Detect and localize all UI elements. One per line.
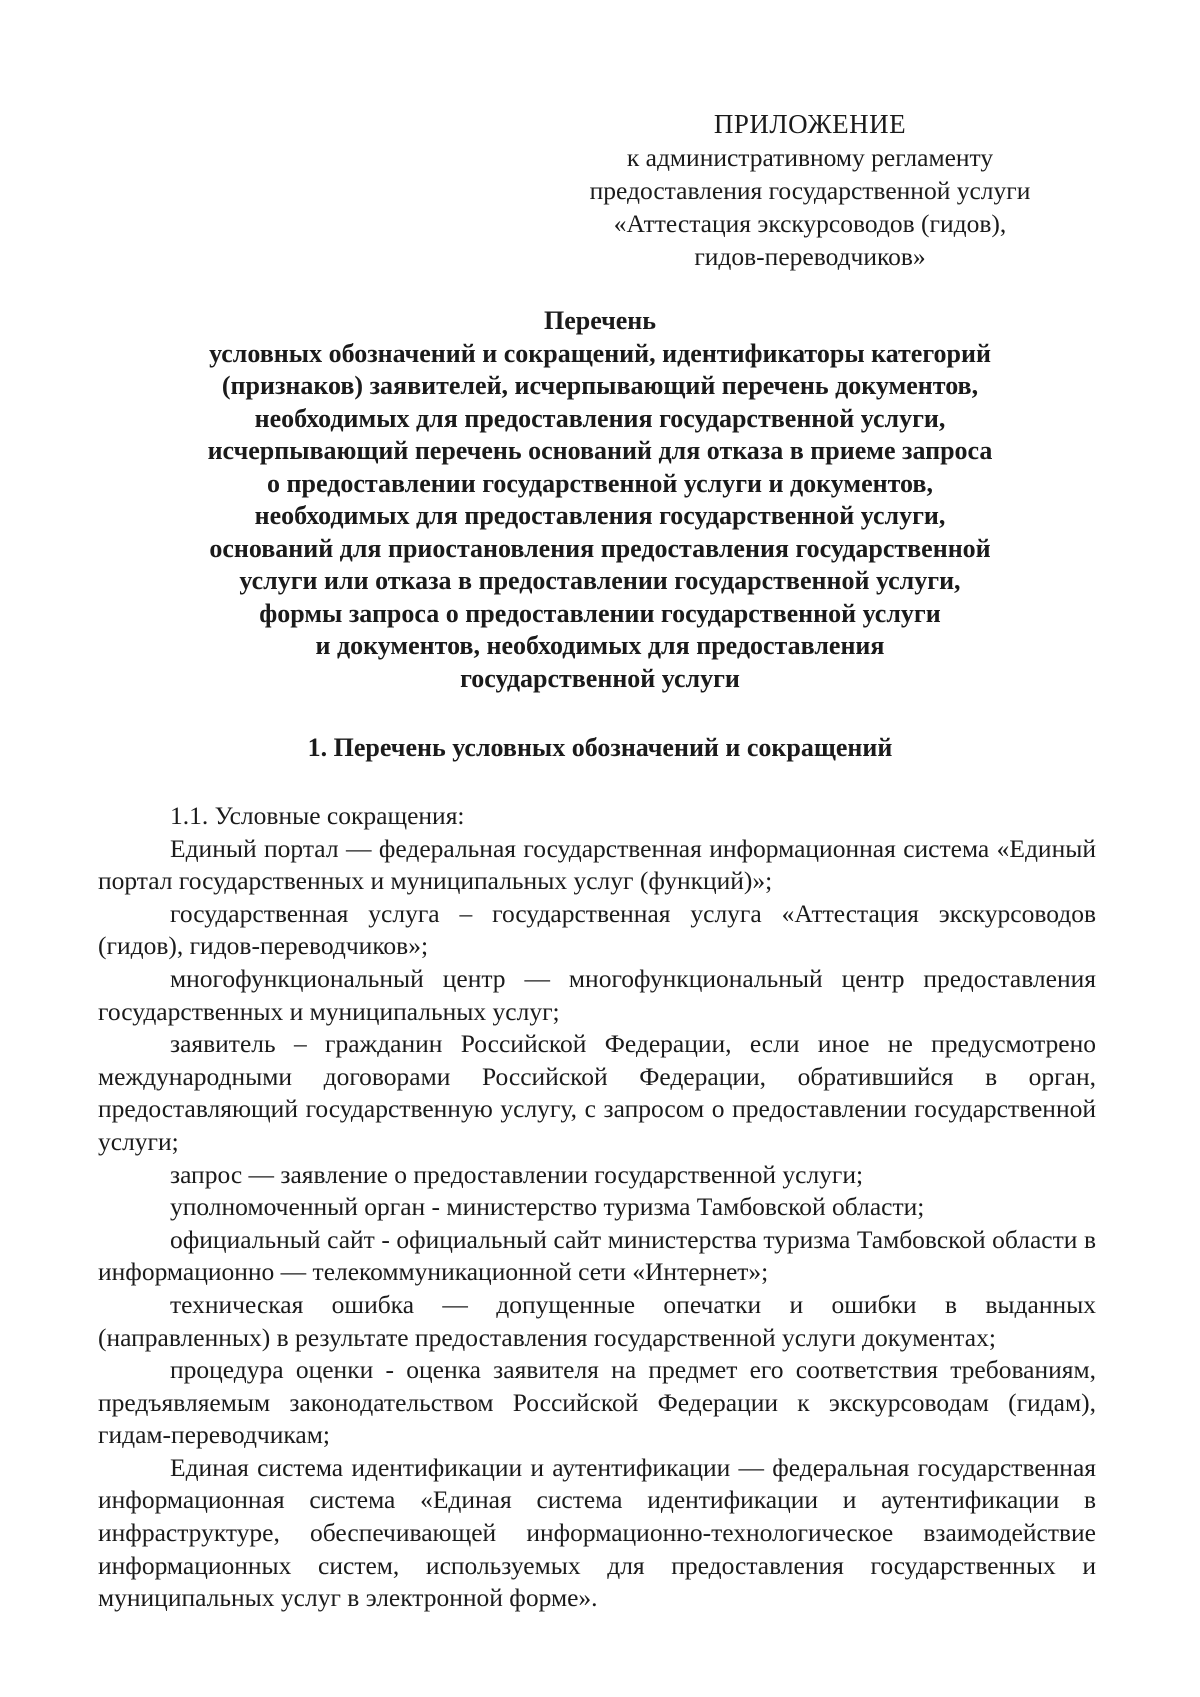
paragraph: процедура оценки - оценка заявителя на предмет его соответствия требованиям, предъявляемым законодательством Российской Федерации к экскурсоводам (гидам), гидам-переводчикам; xyxy=(98,1355,1096,1450)
document-title xyxy=(100,305,1100,695)
appendix-line: предоставления государственной услуги xyxy=(589,176,1031,205)
title-line: необходимых для предоставления государственной услуги, xyxy=(254,403,946,433)
title-line: исчерпывающий перечень оснований для отказа в приеме запроса xyxy=(207,436,993,465)
title-line: формы запроса о предоставлении государственной услуги xyxy=(259,598,941,628)
appendix-block xyxy=(560,108,1060,273)
title-line: (признаков) заявителей, исчерпывающий перечень документов, xyxy=(221,371,979,400)
paragraph: 1.1. Условные сокращения: xyxy=(170,801,465,830)
paragraph: Единая система идентификации и аутентификации — федеральная государственная информационная система «Единая система идентификации и аутентификации в инфраструктуре, обеспечивающей информационно-технологическое взаимодействие информационных систем, используемых для предоставления государственных и муниципальных услуг в электронной форме». xyxy=(98,1452,1096,1613)
section-heading: 1. Перечень условных обозначений и сокращений xyxy=(307,733,893,762)
appendix-line: к административному регламенту xyxy=(626,143,994,172)
title-line: условных обозначений и сокращений, идентификаторы категорий xyxy=(209,338,991,368)
document-body xyxy=(98,800,1096,1615)
title-line: Перечень xyxy=(543,306,657,335)
title-line: государственной услуги xyxy=(460,663,740,693)
title-line: оснований для приостановления предоставления государственной xyxy=(209,533,991,563)
title-line: и документов, необходимых для предоставления xyxy=(315,631,885,660)
title-line: необходимых для предоставления государственной услуги, xyxy=(254,501,946,530)
paragraph: заявитель – гражданин Российской Федерации, если иное не предусмотрено международными договорами Российской Федерации, обратившийся в орган, предоставляющий государственную услугу, с запросом о предоставлении государственной услуги; xyxy=(98,1029,1096,1156)
appendix-line: гидов-переводчиков» xyxy=(694,242,926,271)
paragraph: многофункциональный центр — многофункциональный центр предоставления государственных и муниципальных услуг; xyxy=(98,963,1096,1026)
paragraph: официальный сайт - официальный сайт министерства туризма Тамбовской области в информационно — телекоммуникационной сети «Интернет»; xyxy=(98,1224,1096,1287)
paragraph: запрос — заявление о предоставлении государственной услуги; xyxy=(170,1159,864,1189)
title-line: услуги или отказа в предоставлении государственной услуги, xyxy=(239,566,961,595)
title-line: о предоставлении государственной услуги и документов, xyxy=(267,468,933,498)
paragraph: Единый портал — федеральная государственная информационная система «Единый портал государственных и муниципальных услуг (функций)»; xyxy=(98,833,1096,896)
paragraph: государственная услуга – государственная услуга «Аттестация экскурсоводов (гидов), гидов-переводчиков»; xyxy=(98,898,1096,961)
appendix-line: «Аттестация экскурсоводов (гидов), xyxy=(613,209,1007,238)
paragraph: уполномоченный орган - министерство туризма Тамбовской области; xyxy=(170,1192,925,1222)
appendix-heading: ПРИЛОЖЕНИЕ xyxy=(713,109,907,139)
paragraph: техническая ошибка — допущенные опечатки и ошибки в выданных (направленных) в результате предоставления государственной услуги документах; xyxy=(98,1289,1096,1352)
